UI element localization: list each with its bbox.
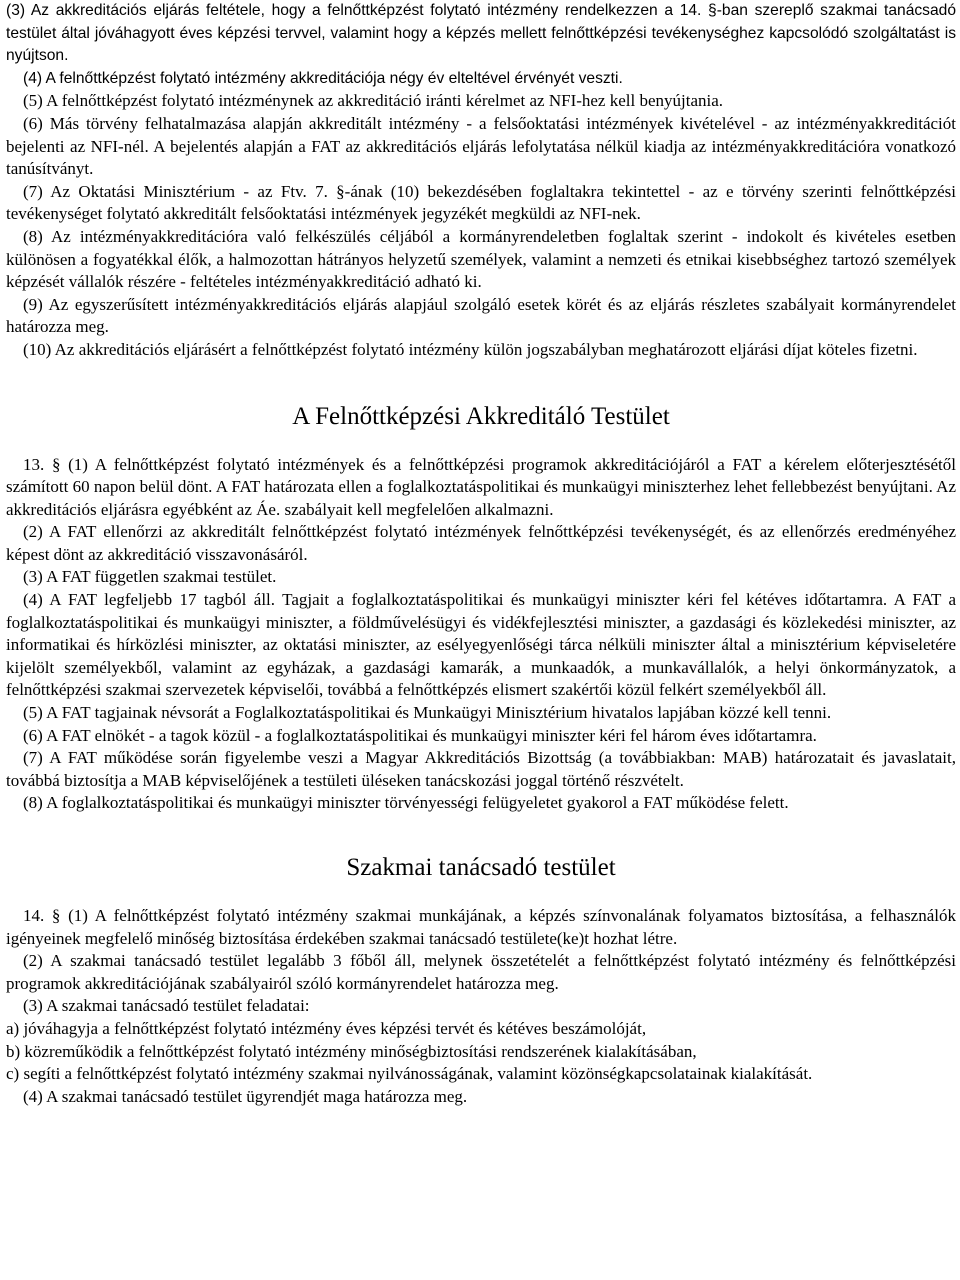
section-heading-fat: A Felnőttképzési Akkreditáló Testület (292, 402, 670, 430)
paragraph-14-3: (3) A szakmai tanácsadó testület feladatai: (23, 996, 310, 1016)
paragraph-13-1: 13. § (1) A felnőttképzést folytató intézmények és a felnőttképzési programok akkreditációjáról a FAT a kérelem előterjesztésétől számított 60 napon belül dönt. A FAT határozata ellen a foglalkoztatáspolitikai és munkaügyi miniszterhez lehet fellebbezést benyújtani. Az akkreditációs eljárásra egyébként az Áe. szabályait kell megfelelően alkalmazni. (6, 454, 956, 519)
paragraph-14-4: (4) A szakmai tanácsadó testület ügyrendjét maga határozza meg. (23, 1086, 468, 1106)
list-item-a: a) jóváhagyja a felnőttképzést folytató intézmény éves képzési tervét és kétéves beszámolóját, (6, 1018, 647, 1038)
paragraph-14-1: 14. § (1) A felnőttképzést folytató intézmény szakmai munkájának, a képzés színvonalának folyamatos biztosítása, a felhasználók igényeinek megfelelő minőség biztosítása érdekében szakmai tanácsadó testülete(ke)t hozhat létre. (6, 906, 956, 948)
paragraph-8-6: (6) Más törvény felhatalmazása alapján akkreditált intézmény - a felsőoktatási intézmények kivételével - az intézményakkreditációt bejelenti az NFI-nél. A bejelentés alapján a FAT az akkreditációs eljárás lefolytatása nélkül kiadja az intézményakkreditációra vonatkozó tanúsítványt. (6, 113, 956, 179)
paragraph-8-3: (3) Az akkreditációs eljárás feltétele, hogy a felnőttképzést folytató intézmény rendelkezzen a 14. §-ban szereplő szakmai tanácsadó testület által jóváhagyott éves képzési tervvel, valamint hogy a képzés mellett felnőttképzési tevékenységhez kapcsolódó szolgáltatást is nyújtson. (6, 2, 956, 65)
paragraph-8-8: (8) Az intézményakkreditációra való felkészülés céljából a kormányrendeletben foglaltak szerint - indokolt és kivételes esetben különösen a fogyatékkal élők, a halmozottan hátrányos helyzetű személyek, valamint a nemzeti és etnikai kisebbséghez tartozó személyek képzését vállalók részére - feltételes intézményakkreditáció adható ki. (6, 226, 956, 292)
paragraph-13-6: (6) A FAT elnökét - a tagok közül - a foglalkoztatáspolitikai és munkaügyi miniszter kéri fel három éves időtartamra. (23, 725, 817, 745)
paragraph-13-5: (5) A FAT tagjainak névsorát a Foglalkoztatáspolitikai és Munkaügyi Minisztérium hivatalos lapjában közzé kell tenni. (23, 703, 832, 723)
list-item-b: b) közreműködik a felnőttképzést folytató intézmény minőségbiztosítási rendszerének kialakításában, (6, 1041, 697, 1061)
paragraph-13-8: (8) A foglalkoztatáspolitikai és munkaügyi miniszter törvényességi felügyeletet gyakorol a FAT működése felett. (23, 793, 789, 813)
paragraph-8-7: (7) Az Oktatási Minisztérium - az Ftv. 7. §-ának (10) bekezdésében foglaltakra tekintettel - az e törvény szerinti felnőttképzési tevékenységet folytató akkreditált felsőoktatási intézmények jegyzékét megküldi az NFI-nek. (6, 181, 956, 224)
paragraph-8-4: (4) A felnőttképzést folytató intézmény akkreditációja négy év elteltével érvényét veszti. (23, 69, 623, 87)
paragraph-13-7: (7) A FAT működése során figyelembe veszi a Magyar Akkreditációs Bizottság (a továbbiakban: MAB) határozatait és javaslatait, továbbá biztosítja a MAB képviselőjének a testületi üléseken tanácskozási joggal történő részvételt. (6, 748, 956, 790)
paragraph-8-9: (9) Az egyszerűsített intézményakkreditációs eljárás alapjául szolgáló esetek körét és az eljárás részletes szabályait kormányrendelet határozza meg. (6, 294, 956, 337)
document-page (6, 0, 956, 1108)
paragraph-13-3: (3) A FAT független szakmai testület. (23, 567, 277, 587)
paragraph-14-2: (2) A szakmai tanácsadó testület legalább 3 főből áll, melynek összetételét a felnőttképzést folytató intézmény és felnőttképzési programok akkreditációjának szabályairól szóló kormányrendelet határozza meg. (6, 951, 956, 993)
paragraph-13-4: (4) A FAT legfeljebb 17 tagból áll. Tagjait a foglalkoztatáspolitikai és munkaügyi miniszter kéri fel kétéves időtartamra. A FAT a foglalkoztatáspolitikai és munkaügyi miniszter, a földművelésügyi és vidékfejlesztési miniszter, a gazdasági és közlekedési miniszter, az informatikai és hírközlési miniszter, az oktatási miniszter, az esélyegyenlőségi tárca nélküli miniszter által a minisztérium képviseletére kijelölt személyekből, valamint az egyházak, a gazdasági kamarák, a munkaadók, a munkavállalók, a helyi önkormányzatok, a felnőttképzési szakmai szervezetek képviselői, továbbá a felnőttképzés elismert szakértői közül felkért személyekből áll. (6, 590, 956, 700)
section-heading-advisory-board: Szakmai tanácsadó testület (346, 854, 616, 881)
paragraph-8-5: (5) A felnőttképzést folytató intézménynek az akkreditáció iránti kérelmet az NFI-hez kell benyújtania. (23, 91, 724, 111)
paragraph-13-2: (2) A FAT ellenőrzi az akkreditált felnőttképzést folytató intézmények felnőttképzési tevékenységét, és az ellenőrzés eredményéhez képest dönt az akkreditáció visszavonásáról. (6, 522, 956, 564)
paragraph-8-10: (10) Az akkreditációs eljárásért a felnőttképzést folytató intézmény külön jogszabályban meghatározott eljárási díjat köteles fizetni. (23, 339, 918, 359)
list-item-c: c) segíti a felnőttképzést folytató intézmény szakmai nyilvánosságának, valamint közönségkapcsolatainak kialakítását. (6, 1064, 813, 1084)
